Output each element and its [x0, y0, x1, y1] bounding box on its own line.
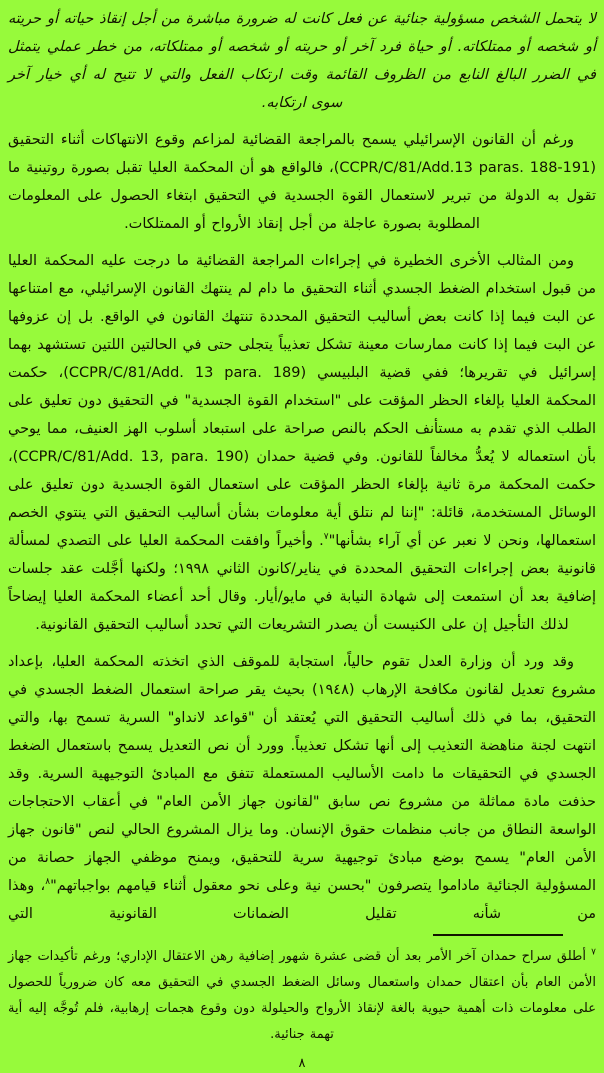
document-body: [8, 5, 596, 928]
footnote-7: [8, 944, 596, 1048]
footnote-separator-rule: [433, 934, 563, 936]
supreme-court-practice-paragraph: [8, 247, 596, 639]
quoted-legal-provision-paragraph: لا يتحمل الشخص مسؤولية جنائية عن فعل كانت له ضرورة مباشرة من أجل إنقاذ حياته أو حريته أو شخصه أو ممتلكاته. أو حياة فرد آخر أو حريته أو شخصه أو ممتلكاته، من خطر عملي يتمثل في الضرر البالغ النابع من الظروف القائمة وقت ارتكاب الفعل والتي لا تتيح له أي خيار آخر سوى ارتكابه.: [8, 11, 596, 111]
footnote-7-reference-marker: ٧: [323, 532, 329, 543]
footnote-8-reference-marker: ٨: [45, 877, 51, 888]
paragraph-text: ، وهذا من شأنه تقليل الضمانات القانونية التي: [8, 878, 596, 922]
footnote-text: أطلق سراح حمدان آخر الأمر بعد أن قضى عشرة شهور إضافية رهن الاعتقال الإداري؛ ورغم تأكيدات جهاز الأمن العام بأن اعتقال حمدان واستعمال وسائل الضغط الجسدي في التحقيق معه كان ضرورياً للحصول على معلومات ذات أهمية حيوية بالغة لإنقاذ الأرواح والحيلولة دون وقوع هجمات إرهابية، فلم تُوجَّه إليه أية تهمة جنائية.: [8, 949, 596, 1042]
paragraph-text: وقد ورد أن وزارة العدل تقوم حالياً، استجابة للموقف الذي اتخذته المحكمة العليا، بإعداد مشروع تعديل لقانون مكافحة الإرهاب (١٩٤٨) بحيث يقر صراحة استعمال الضغط الجسدي في التحقيق، بما في ذلك أساليب التحقيق التي يُعتقد أن "قواعد لانداو" السرية تسمح بها، والتي انتهت لجنة مناهضة التعذيب إلى أنها تشكل تعذيباً. وورد أن نص التعديل يسمح باستعمال الضغط الجسدي في التحقيقات ما دامت الأساليب المستعملة تتفق مع المبادئ التوجيهية السرية. وقد حذفت مادة مماثلة من مشروع نص سابق "لقانون جهاز الأمن العام" في أعقاب الاحتجاجات الواسعة النطاق من جانب منظمات حقوق الإنسان. وما يزال المشروع الحالي لنص "قانون جهاز الأمن العام" يسمح بوضع مبادئ توجيهية سرية للتحقيق، ويمنح موظفي الجهاز حصانة من المسؤولية الجنائية ماداموا يتصرفون "بحسن نية وعلى نحو معقول أثناء قيامهم بواجباتهم": [8, 654, 597, 894]
footnote-7-marker: ٧: [591, 947, 596, 958]
page-number: ٨: [298, 1056, 306, 1071]
paragraph-text: . وأخيراً وافقت المحكمة العليا على التصدي لمسألة قانونية بعض إجراءات التحقيق المحددة في يناير/كانون الثاني ١٩٩٨؛ ولكنها أجَّلت عقد جلسات إضافية بعد أن استمعت إلى شهادة النيابة في مايو/أيار. وقال أحد أعضاء المحكمة العليا إيضاحاً لذلك التأجيل إن على الكنيست أن يصدر التشريعات التي تحدد أساليب التحقيق القانونية.: [8, 533, 596, 633]
judicial-review-paragraph: ورغم أن القانون الإسرائيلي يسمح بالمراجعة القضائية لمزاعم وقوع الانتهاكات أثناء التحقيق (CCPR/C/81/Add.13 paras. 188-191)، فالواقع هو أن المحكمة العليا تقبل بصورة روتينية ما تقول به الدولة من تبرير لاستعمال القوة الجسدية في التحقيق ابتغاء الحصول على المعلومات المطلوبة بصورة عاجلة من أجل إنقاذ الأرواح أو الممتلكات.: [8, 132, 596, 232]
page-footer: [8, 928, 596, 1073]
paragraph-text: ومن المثالب الأخرى الخطيرة في إجراءات المراجعة القضائية ما درجت عليه المحكمة العليا من قبول استخدام الضغط الجسدي أثناء التحقيق ما دام لم ينتهك القانون الإسرائيلي، مع امتناعها عن البت فيما إذا كانت بعض أساليب التحقيق المحددة تنتهك القانون في الواقع. بل إن عزوفها عن البت فيما إذا كانت ممارسات معينة تشكل تعذيباً يتجلى حتى في الحالتين اللتين تستشهد بهما إسرائيل في تقريرها؛ ففي قضية البلبيسي (CCPR/C/81/Add. 13 para. 189)، حكمت المحكمة العليا بإلغاء الحظر المؤقت على "استخدام القوة الجسدية" في التحقيق دون تعليق على الطلب الذي تقدم به مستأنف الحكم بالنص صراحة على استبعاد أسلوب الهز العنيف، مما يوحي بأن استعماله لا يُعدُّ مخالفاً للقانون. وفي قضية حمدان (CCPR/C/81/Add. 13, para. 190)، حكمت المحكمة مرة ثانية بإلغاء الحظر المؤقت على استعمال القوة الجسدية دون تعليق على الوسائل المستخدمة، قائلة: "إننا لم نتلق أية معلومات بشأن أساليب التحقيق التي ينتوي الخصم استعمالها، ونحن لا نعبر عن أي آراء بشأنها": [8, 253, 596, 549]
ministry-of-justice-paragraph: [8, 648, 596, 928]
